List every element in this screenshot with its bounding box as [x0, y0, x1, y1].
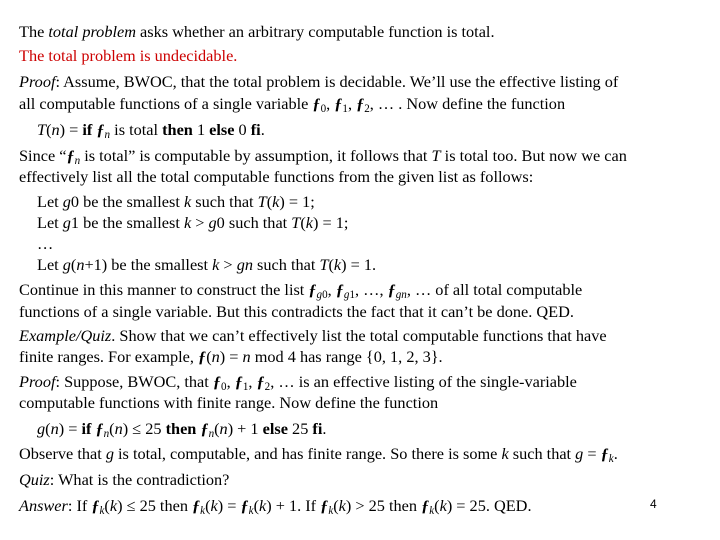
observation-line: Observe that g is total, computable, and has finite range. So there is some k such that $g = ƒ_k$. — [19, 444, 618, 465]
proof-line-1: Proof: Assume, BWOC, that the total problem is decidable. We’ll use the effective listing of — [19, 72, 619, 91]
proof-line-list: effectively list all the total computable functions from the given list as follows: — [19, 167, 534, 186]
example-quiz-line-2: finite ranges. For example, ƒ(n) = n mod 4 has range {0, 1, 2, 3}. — [19, 347, 443, 366]
proof-line-2: all computable functions of a single variable $ƒ_0$, $ƒ_1$, $ƒ_2$, … . Now define the function — [19, 94, 566, 115]
proof-step-gn: Let g(n+1) be the smallest k > gn such that T(k) = 1. — [37, 255, 377, 274]
page-number: 4 — [650, 497, 657, 511]
proof-step-g0: Let g0 be the smallest k such that T(k) = 1; — [37, 192, 315, 211]
theorem-statement: The total problem is undecidable. — [19, 46, 238, 65]
line-total-problem-definition: The total problem asks whether an arbitrary computable function is total. — [19, 22, 495, 41]
example-quiz-line-1: Example/Quiz. Show that we can’t effectively list the total computable functions that have — [19, 326, 607, 345]
definition-g: g(n) = if $ƒ_n(n) \le 25$ then $ƒ_n(n) + 1$ else 25 fi. — [37, 419, 327, 440]
proof2-line-2: computable functions with finite range. Now define the function — [19, 393, 439, 412]
definition-T: T(n) = if $ƒ_n$ is total then 1 else 0 fi. — [37, 120, 265, 141]
proof-ellipsis: … — [37, 234, 54, 253]
proof-line-since: Since “$ƒ_n$ is total” is computable by assumption, it follows that T is total too. But now we can — [19, 146, 627, 167]
answer-line: Answer: If $ƒ_k(k) \le 25$ then $ƒ_k(k)$ = $ƒ_k(k) + 1$. If $ƒ_k(k) > 25$ then $ƒ_k(k) = 25$. QED. — [19, 496, 532, 517]
proof-continue: Continue in this manner to construct the list $ƒ_{g0}$, $ƒ_{g1}$, …, $ƒ_{gn}$, … of all total computable — [19, 280, 583, 301]
proof-step-g1: Let g1 be the smallest k > g0 such that T(k) = 1; — [37, 213, 349, 232]
quiz-question: Quiz: What is the contradiction? — [19, 470, 230, 489]
proof-conclusion: functions of a single variable. But this contradicts the fact that it can’t be done. QED. — [19, 302, 574, 321]
proof2-line-1: Proof: Suppose, BWOC, that $ƒ_0$, $ƒ_1$, $ƒ_2$, … is an effective listing of the single-variable — [19, 372, 577, 393]
